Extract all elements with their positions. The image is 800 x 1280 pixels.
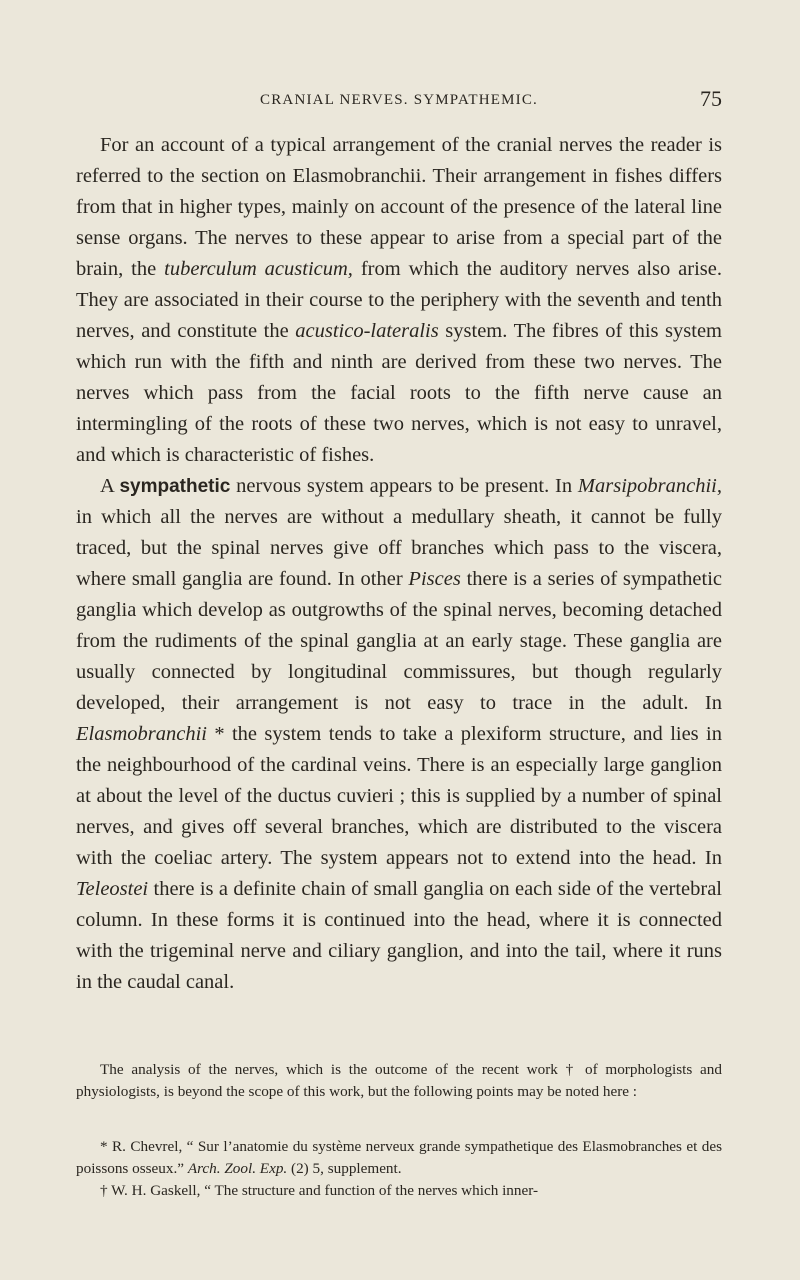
paragraph-analysis: The analysis of the nerves, which is the outcome of the recent work † of morphologists and physiologists, is beyond the scope of this work, but the following points may be noted here : bbox=[76, 1061, 722, 1100]
page-header bbox=[76, 86, 722, 116]
text-run: there is a definite chain of small ganglia on each side of the vertebral column. In these forms it is continued into the head, where it is connected with the trigeminal nerve and ciliary ganglion, and into the tail, where it runs in the caudal canal. bbox=[76, 878, 722, 993]
text-run: * R. Chevrel, “ Sur l’anatomie du système nerveux grande sympathetique des Elasmobranches et des poissons osseux.” bbox=[76, 1138, 722, 1177]
italic-term: Elasmobranchii bbox=[76, 723, 207, 745]
italic-citation: Arch. Zool. Exp. bbox=[187, 1160, 288, 1177]
analysis-paragraph bbox=[76, 1059, 722, 1103]
text-run: A bbox=[100, 475, 120, 497]
running-head: CRANIAL NERVES. SYMPATHEMIC. bbox=[260, 92, 538, 108]
emphasized-term: sympathetic bbox=[119, 476, 231, 497]
body-text bbox=[76, 130, 722, 998]
footnote-gaskell: † W. H. Gaskell, “ The structure and function of the nerves which inner- bbox=[100, 1182, 539, 1199]
italic-term: Teleostei bbox=[76, 878, 149, 900]
paragraph-cranial-nerves bbox=[76, 130, 722, 471]
text-run: there is a series of sympathetic ganglia which develop as outgrowths of the spinal nerves, becoming detached from the rudiments of the spinal ganglia at an early stage. These ganglia are usually connected by longitudinal commissures, but though regularly developed, their arrangement is not easy to trace in the adult. In bbox=[76, 568, 722, 714]
italic-term: acustico-lateralis bbox=[295, 320, 439, 342]
footnotes bbox=[76, 1136, 722, 1202]
italic-term: Pisces bbox=[408, 568, 461, 590]
text-run: system. The fibres of this system which run with the fifth and ninth are derived from these two nerves. The nerves which pass from the facial roots to the fifth nerve cause an intermingling of the roots of these two nerves, which is not easy to unravel, and which is characteristic of fishes. bbox=[76, 320, 723, 466]
text-run: in which all the nerves are without a medullary sheath, it cannot be fully traced, but the spinal nerves give off branches which pass to the viscera, where small ganglia are found. In other bbox=[76, 506, 722, 590]
text-run: nervous system appears to be present. In bbox=[230, 475, 578, 497]
italic-term: tuberculum acusticum, bbox=[164, 258, 353, 280]
text-run: from which the auditory nerves also arise. They are associated in their course to the periphery with the seventh and tenth nerves, and constitute the bbox=[76, 258, 723, 342]
text-run: For an account of a typical arrangement of the cranial nerves the reader is referred to the section on Elasmobranchii. Their arrangement in fishes differs from that in higher types, mainly on account of the presence of the lateral line sense organs. The nerves to these appear to arise from a special part of the brain, the bbox=[76, 134, 722, 280]
page-number: 75 bbox=[700, 86, 722, 111]
footnote-chevrel bbox=[76, 1136, 722, 1180]
text-run: * the system tends to take a plexiform structure, and lies in the neighbourhood of the cardinal veins. There is an especially large ganglion at about the level of the ductus cuvieri ; this is supplied by a number of spinal nerves, and gives off several branches, which are distributed to the viscera with the coeliac artery. The system appears not to extend into the head. In bbox=[76, 723, 722, 869]
paragraph-sympathetic-system bbox=[76, 471, 722, 998]
italic-term: Marsipobranchii, bbox=[577, 475, 722, 497]
text-run: (2) 5, supplement. bbox=[287, 1160, 402, 1177]
